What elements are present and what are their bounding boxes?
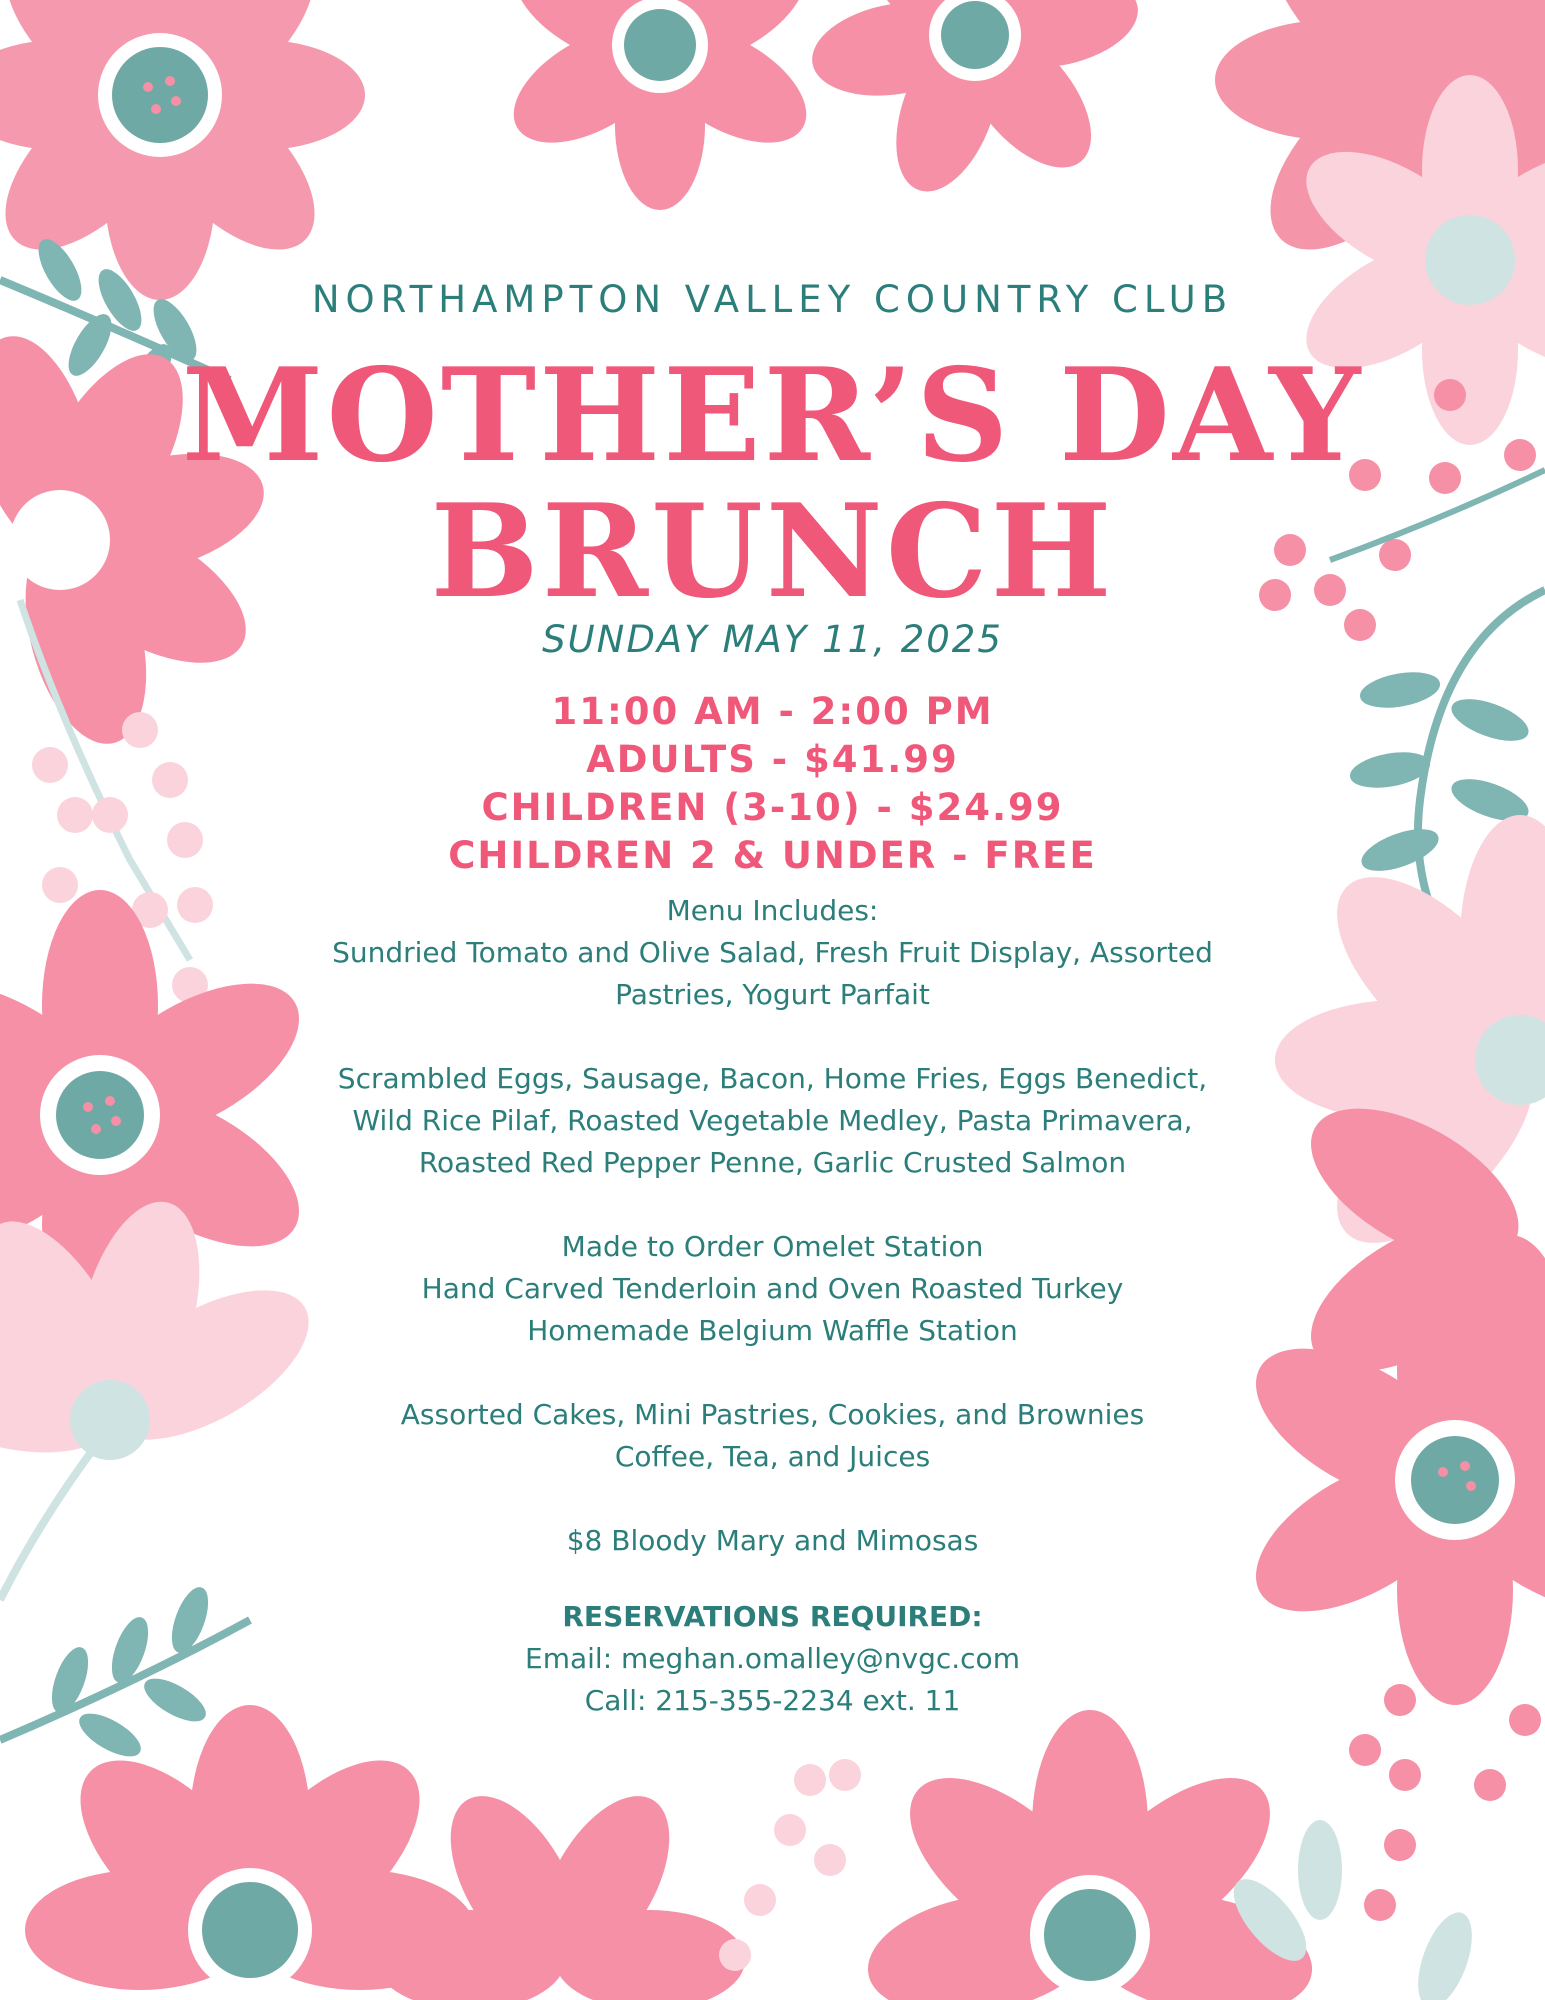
menu-line: Homemade Belgium Waffle Station [527,1314,1018,1347]
menu-line: Coffee, Tea, and Juices [614,1440,931,1473]
menu-line: Scrambled Eggs, Sausage, Bacon, Home Fries, Eggs Benedict, [337,1062,1208,1095]
menu-line: Roasted Red Pepper Penne, Garlic Crusted Salmon [418,1146,1127,1179]
menu-line: Assorted Cakes, Mini Pastries, Cookies, and Brownies [400,1398,1145,1431]
menu-line: Made to Order Omelet Station [561,1230,984,1263]
menu-line: Hand Carved Tenderloin and Oven Roasted Turkey [421,1272,1124,1305]
event-time: 11:00 AM - 2:00 PM [551,690,994,733]
menu-heading: Menu Includes: [666,894,879,927]
event-title-line1: MOTHER’S DAY [181,341,1364,491]
club-name: NORTHAMPTON VALLEY COUNTRY CLUB [311,278,1234,321]
menu-line: Wild Rice Pilaf, Roasted Vegetable Medley, Pasta Primavera, [352,1104,1193,1137]
reservation-email[interactable]: Email: meghan.omalley@nvgc.com [525,1642,1020,1675]
menu-line: $8 Bloody Mary and Mimosas [566,1524,979,1557]
adult-price: ADULTS - $41.99 [586,738,959,781]
menu-line: Pastries, Yogurt Parfait [615,978,930,1011]
reservations-block [0,1596,1545,1722]
menu-line: Sundried Tomato and Olive Salad, Fresh Fruit Display, Assorted [332,936,1213,969]
event-title-line2: BRUNCH [430,477,1115,627]
pricing-block [0,688,1545,880]
reservations-heading: RESERVATIONS REQUIRED: [562,1600,983,1633]
menu-block [300,890,1245,1562]
child-price: CHILDREN (3-10) - $24.99 [481,786,1064,829]
event-date: SUNDAY MAY 11, 2025 [542,618,1003,661]
reservation-phone[interactable]: Call: 215-355-2234 ext. 11 [584,1684,961,1717]
toddler-price: CHILDREN 2 & UNDER - FREE [448,834,1097,877]
